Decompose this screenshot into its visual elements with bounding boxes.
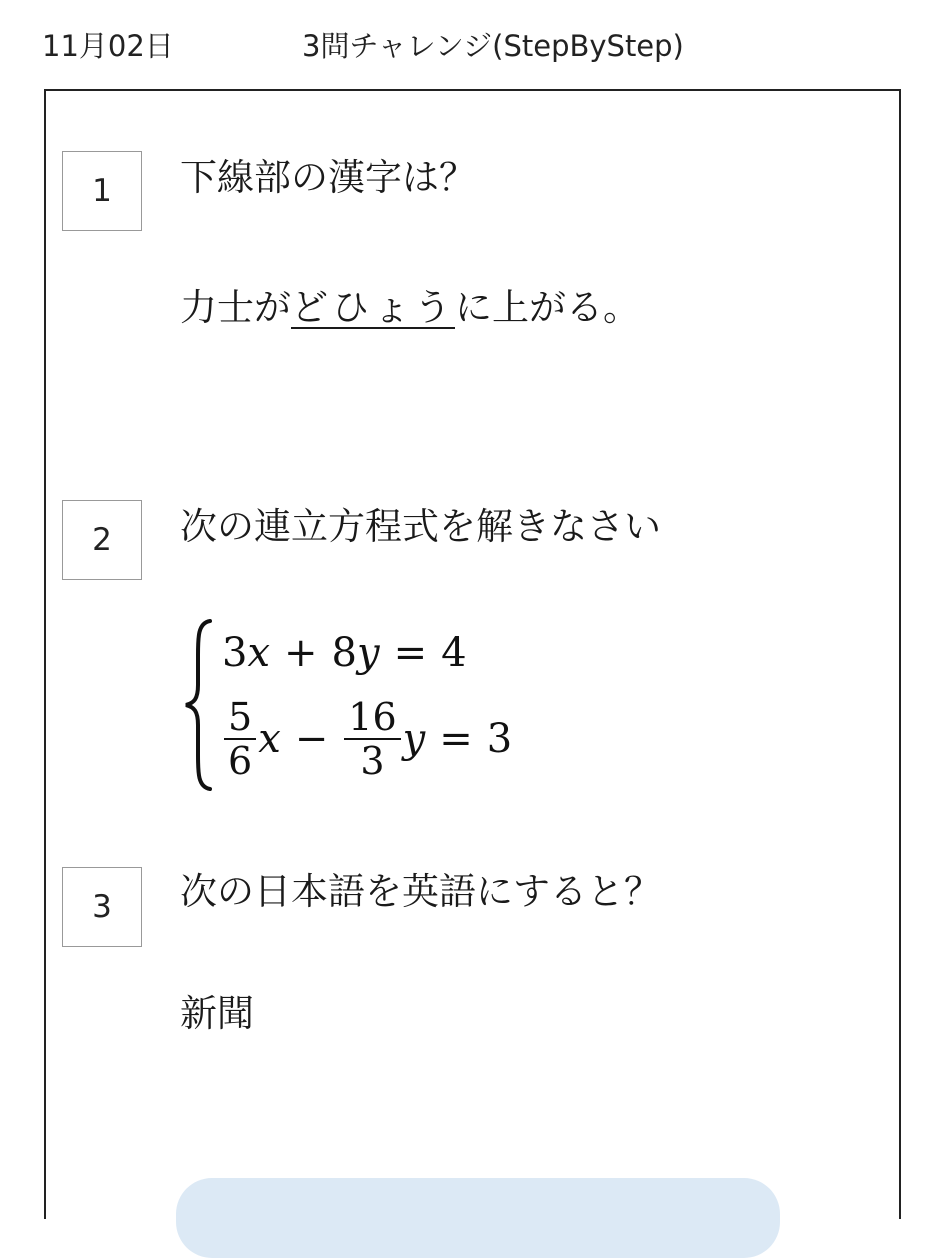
question-prompt-3: 次の日本語を英語にすると？: [180, 870, 661, 913]
question-number-2: 2: [92, 522, 112, 558]
question-prompt-1: 下線部の漢字は？: [180, 156, 476, 199]
equation-2: [222, 691, 512, 787]
header-date: 11月02日: [42, 29, 174, 63]
eq1-var-y: y: [356, 630, 380, 676]
eq2-fraction-1: [224, 696, 256, 782]
eq2-frac1-denominator: 6: [228, 739, 253, 783]
eq2-var-y: y: [402, 716, 426, 762]
eq2-frac2-numerator: 16: [344, 696, 400, 740]
question-number-box-1: [62, 151, 142, 231]
curly-brace-icon: [180, 615, 220, 795]
eq2-fraction-2: [344, 696, 400, 782]
question-number-3: 3: [92, 889, 112, 925]
sentence-after: に上がる。: [455, 286, 640, 329]
eq2-frac1-numerator: 5: [224, 696, 256, 740]
question-sentence-1: [180, 285, 640, 331]
eq1-coef-y: 8: [331, 630, 357, 676]
question-prompt-2: 次の連立方程式を解きなさい: [180, 505, 661, 548]
eq1-equals: =: [393, 630, 428, 676]
eq1-coef-x: 3: [222, 630, 248, 676]
page-header: [0, 0, 946, 90]
simultaneous-equations: [180, 615, 600, 795]
eq2-var-x: x: [258, 716, 281, 762]
question-number-box-2: [62, 500, 142, 580]
eq1-rhs: 4: [441, 630, 467, 676]
question-number-box-3: [62, 867, 142, 947]
question-card: [44, 89, 901, 1219]
sentence-underlined-word: どひょう: [291, 286, 455, 329]
equation-1: [222, 629, 467, 677]
eq2-operator: −: [294, 716, 329, 762]
answer-button[interactable]: [176, 1178, 780, 1258]
eq2-rhs: 3: [486, 716, 513, 762]
eq1-var-x: x: [247, 630, 271, 676]
eq1-operator: +: [284, 630, 318, 676]
eq2-frac2-denominator: 3: [360, 739, 385, 783]
sentence-before: 力士が: [180, 286, 291, 329]
question-word-3: 新聞: [180, 992, 254, 1035]
question-number-1: 1: [92, 173, 112, 209]
eq2-equals: =: [439, 716, 473, 762]
header-title: 3問チャレンジ(StepByStep): [302, 29, 684, 63]
